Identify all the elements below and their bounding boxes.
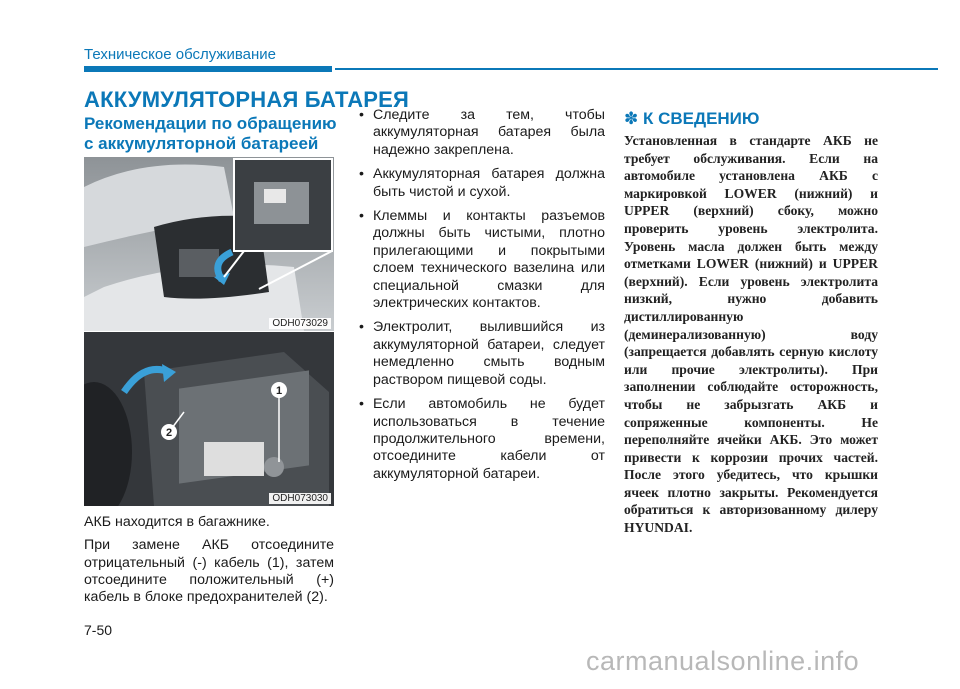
watermark: carmanualsonline.info (586, 646, 860, 676)
list-item: • Следите за тем, чтобы аккумуляторная батарея была надежно закреплена. (357, 107, 605, 159)
main-heading: АККУМУЛЯТОРНАЯ БАТАРЕЯ (84, 87, 410, 112)
battery-location-text: АКБ находится в багажнике. (84, 514, 270, 530)
figure-code: ODH073029 (269, 318, 331, 329)
battery-illustration (84, 332, 334, 506)
trunk-illustration (84, 157, 334, 331)
page-number: 7-50 (84, 622, 113, 638)
header-rule-thin (335, 68, 938, 70)
list-item: • Аккумуляторная батарея должна быть чистой и сухой. (357, 166, 605, 201)
header-rule-thick (84, 66, 332, 72)
section-title: Техническое обслуживание (84, 46, 276, 63)
callout-1: 1 (275, 385, 283, 397)
callout-2: 2 (165, 427, 173, 439)
column-1-text (84, 514, 334, 612)
sub-heading: Рекомендации по обращению с аккумуляторной батареей (84, 114, 337, 153)
list-item: • Клеммы и контакты разъемов должны быть чистыми, плотно прилегающими и покрытыми слоем технического вазелина или специальной смазки для электрических контактов. (357, 208, 605, 312)
note-text: Установленная в стандарте АКБ не требует обслуживания. Если на автомобиле установлена АКБ с маркировкой LOWER (нижний) и UPPER (верхний) сбоку, можно проверить уровень электролита. Уровень масла должен быть между отметками LOWER (нижний) и UPPER (верхний). Если уровень электролита низкий, нужно добавить дистиллированную (деминерализованную) воду (запрещается добавлять серную кислоту или прочие электролиты). При заполнении соблюдайте осторожность, чтобы не забрызгать АКБ и сопряженные компоненты. Не переполняйте ячейки АКБ. Это может привести к коррозии прочих частей. После этого убедитесь, что крышки ячеек плотно закрыты. Рекомендуется обратиться к авторизованному дилеру HYUNDAI. (624, 133, 878, 536)
list-item: • Если автомобиль не будет использоваться в течение продолжительного времени, отсоедините кабели от аккумуляторной батареи. (357, 396, 605, 483)
figure-trunk (84, 157, 334, 331)
figure-battery (84, 332, 334, 506)
care-bullet-list (357, 107, 605, 490)
list-item: • Электролит, вылившийся из аккумуляторной батареи, следует немедленно смыть водным раствором пищевой соды. (357, 319, 605, 389)
note-heading: ✽ К СВЕДЕНИЮ (624, 109, 760, 128)
figure-code: ODH073030 (269, 493, 331, 504)
battery-replacement-text: При замене АКБ отсоедините отрицательный (-) кабель (1), затем отсоедините положительный (+) кабель в блоке предохранителей (2). (84, 537, 334, 606)
